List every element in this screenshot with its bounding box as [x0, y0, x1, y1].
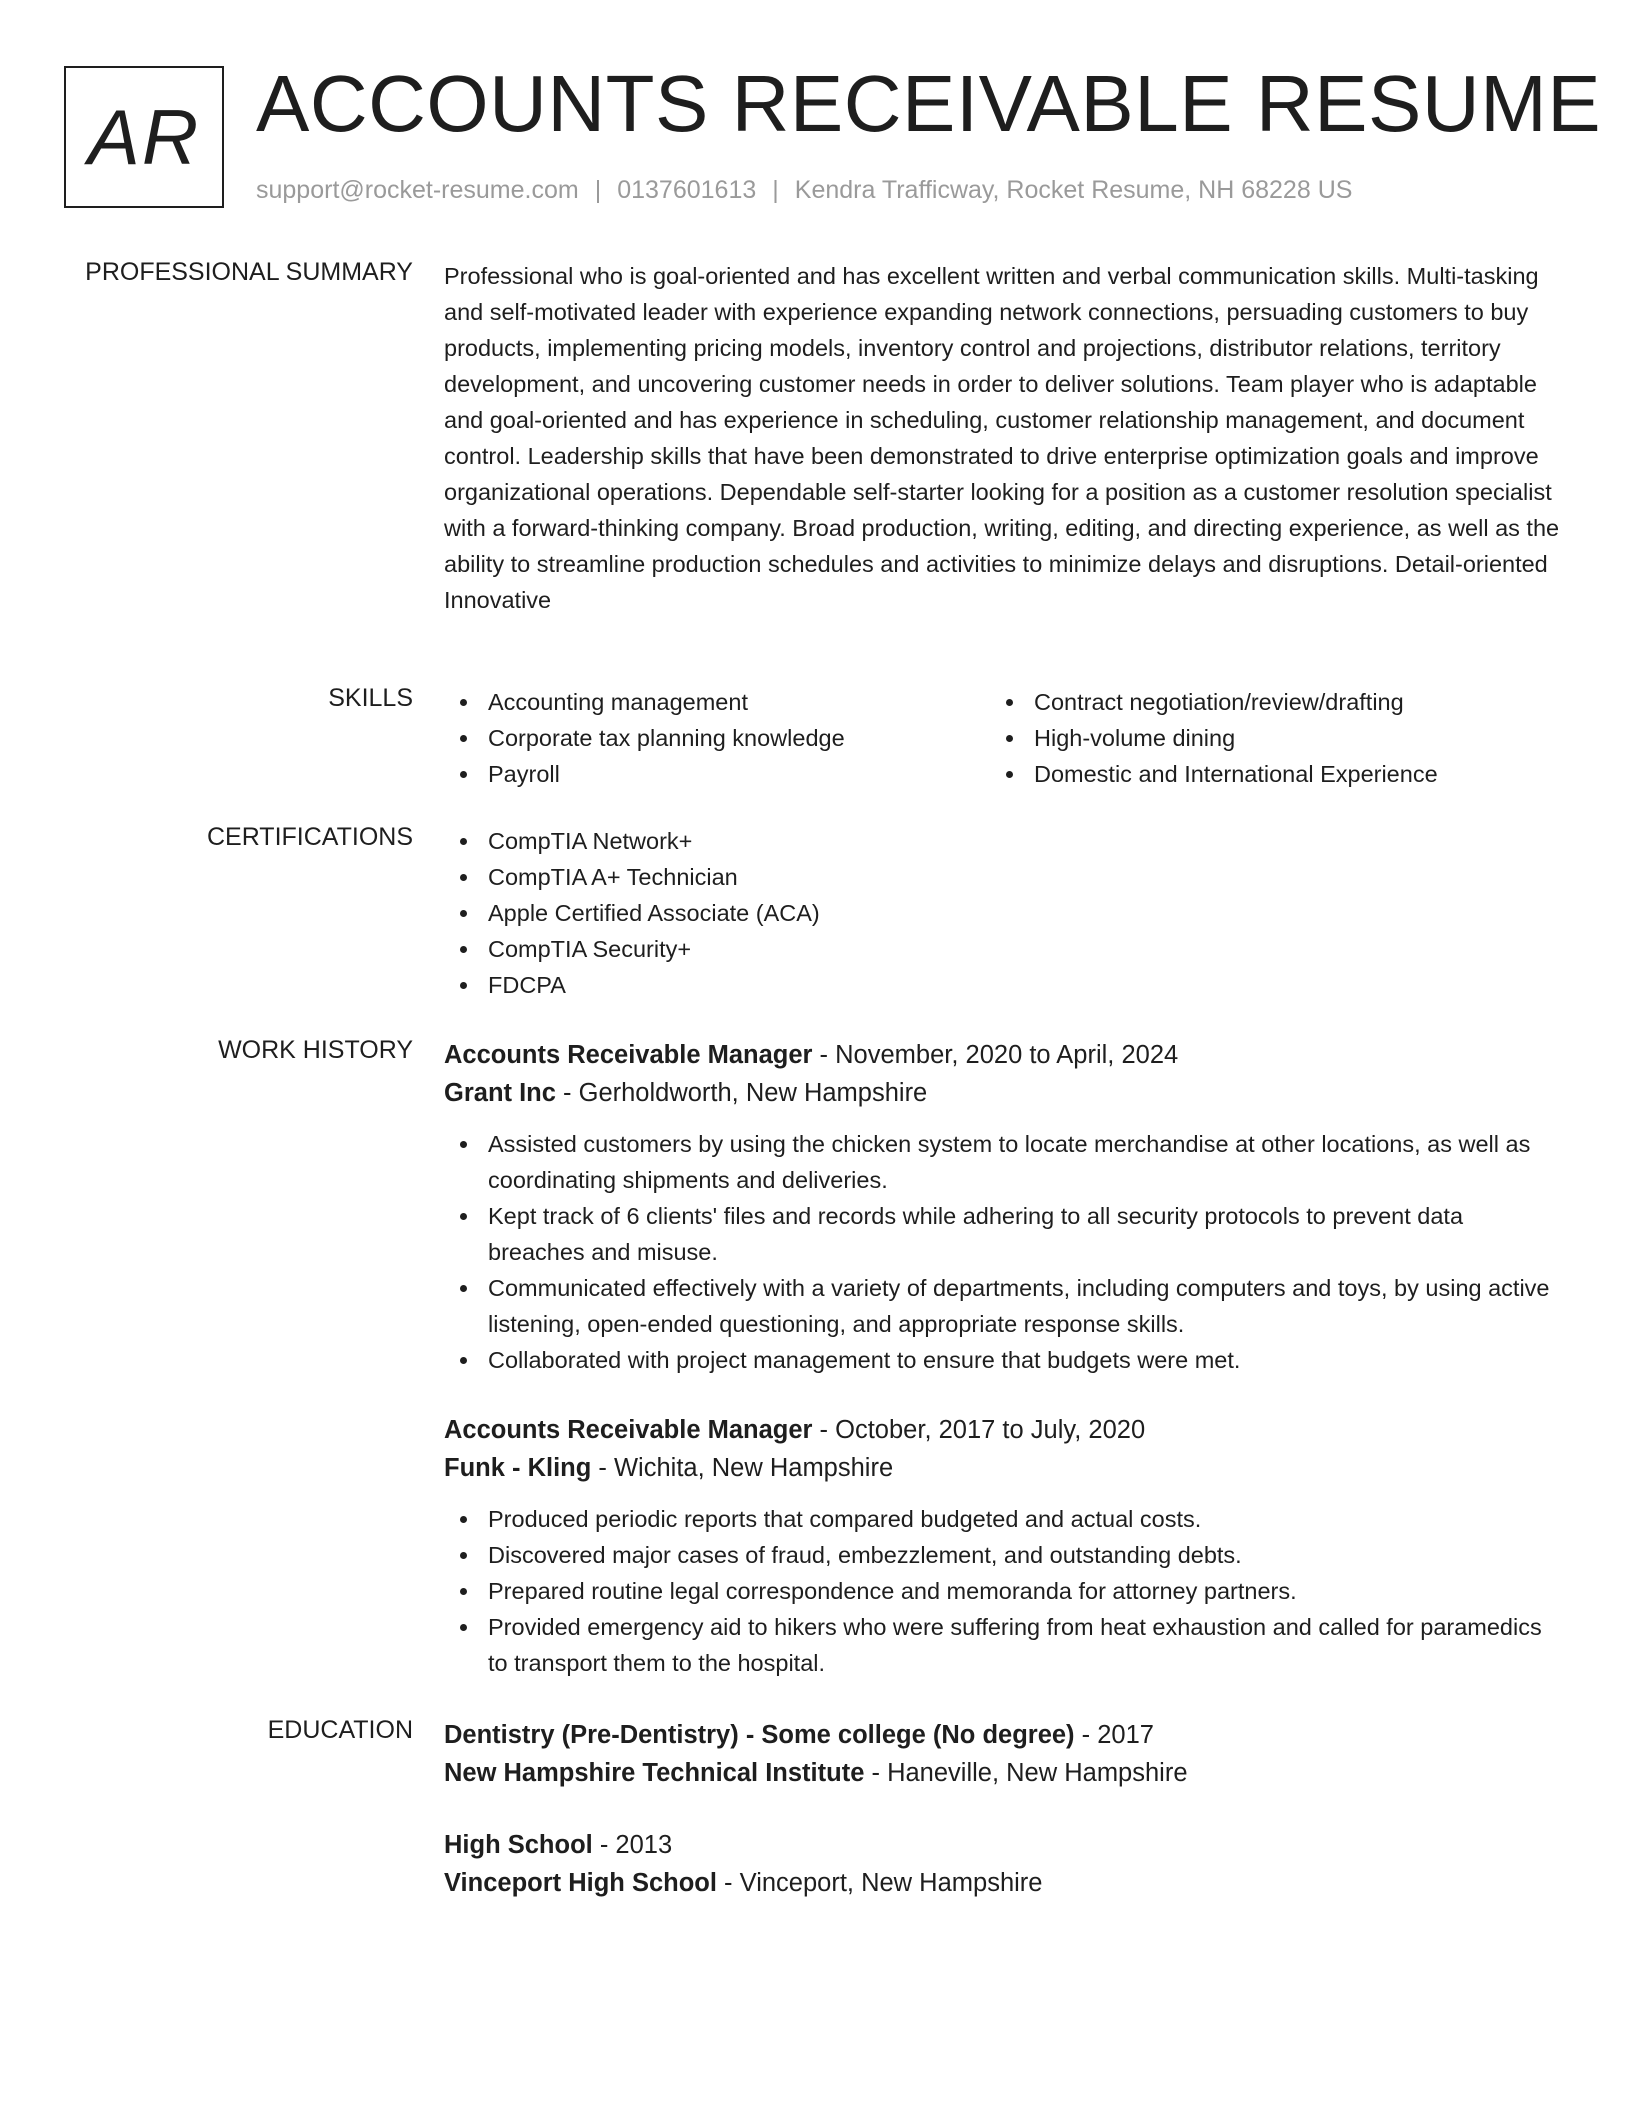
school-line: Vinceport High School - Vinceport, New Hampshire	[444, 1869, 1043, 1897]
education-entry	[444, 1826, 1564, 1902]
section-label-work-history: WORK HISTORY	[218, 1036, 413, 1064]
job-dates: November, 2020 to April, 2024	[835, 1041, 1179, 1069]
certification-item: CompTIA Network+	[444, 823, 1564, 859]
job-duty-item: Collaborated with project management to ensure that budgets were met.	[444, 1342, 1564, 1378]
skill-item: Contract negotiation/review/drafting	[990, 684, 1536, 720]
degree-year: 2013	[615, 1831, 673, 1859]
skills-list	[444, 684, 1564, 792]
degree-name: Dentistry (Pre-Dentistry) - Some college (No degree)	[444, 1721, 1075, 1749]
school-line: New Hampshire Technical Institute - Haneville, New Hampshire	[444, 1759, 1188, 1787]
skills-column-left	[444, 684, 990, 792]
section-label-education: EDUCATION	[267, 1716, 413, 1744]
section-label-summary: PROFESSIONAL SUMMARY	[85, 258, 413, 286]
school-location: Vinceport, New Hampshire	[739, 1869, 1043, 1897]
contact-line	[256, 176, 1352, 205]
contact-separator: |	[594, 176, 602, 204]
job-dates: October, 2017 to July, 2020	[835, 1416, 1146, 1444]
monogram-logo: AR	[64, 66, 224, 208]
job-duty-item: Provided emergency aid to hikers who were suffering from heat exhaustion and called for paramedics to transport them to the hospital.	[444, 1609, 1564, 1681]
contact-separator: |	[772, 176, 779, 204]
school-name: New Hampshire Technical Institute	[444, 1759, 865, 1787]
job-entry	[444, 1411, 1564, 1681]
skills-column-right	[990, 684, 1536, 792]
school-location: Haneville, New Hampshire	[887, 1759, 1188, 1787]
job-duty-item: Discovered major cases of fraud, embezzlement, and outstanding debts.	[444, 1537, 1564, 1573]
contact-email[interactable]: support@rocket-resume.com	[256, 176, 579, 204]
job-title: Accounts Receivable Manager	[444, 1416, 813, 1444]
job-company-line: Grant Inc - Gerholdworth, New Hampshire	[444, 1079, 928, 1107]
certification-item: Apple Certified Associate (ACA)	[444, 895, 1564, 931]
job-duty-item: Produced periodic reports that compared budgeted and actual costs.	[444, 1501, 1564, 1537]
job-duty-item: Prepared routine legal correspondence and memoranda for attorney partners.	[444, 1573, 1564, 1609]
summary-text: Professional who is goal-oriented and has excellent written and verbal communication skills. Multi-tasking and self-motivated leader with experience expanding network connections, persuading customers to buy products, implementing pricing models, inventory control and projections, distributor relations, territory development, and uncovering customer needs in order to deliver solutions. Team player who is adaptable and goal-oriented and has experience in scheduling, customer relationship management, and document control. Leadership skills that have been demonstrated to drive enterprise optimization goals and improve organizational operations. Dependable self-starter looking for a position as a customer resolution specialist with a forward-thinking company. Broad production, writing, editing, and directing experience, as well as the ability to streamline production schedules and activities to minimize delays and disruptions. Detail-oriented Innovative	[444, 263, 1560, 613]
job-location: Wichita, New Hampshire	[613, 1454, 894, 1482]
job-title-line: Accounts Receivable Manager - October, 2017 to July, 2020	[444, 1416, 1146, 1444]
skill-item: Domestic and International Experience	[990, 756, 1536, 792]
certifications-list	[444, 823, 1564, 1003]
school-name: Vinceport High School	[444, 1869, 717, 1897]
certification-item: CompTIA Security+	[444, 931, 1564, 967]
job-company-line: Funk - Kling - Wichita, New Hampshire	[444, 1454, 894, 1482]
skill-item: Payroll	[444, 756, 990, 792]
job-duties-list	[444, 1126, 1564, 1378]
job-duties-list	[444, 1501, 1564, 1681]
degree-line: High School - 2013	[444, 1831, 673, 1859]
job-location: Gerholdworth, New Hampshire	[578, 1079, 928, 1107]
contact-phone[interactable]: 0137601613	[617, 176, 757, 204]
certification-item: FDCPA	[444, 967, 1564, 1003]
skill-item: Corporate tax planning knowledge	[444, 720, 990, 756]
section-label-skills: SKILLS	[328, 684, 413, 712]
job-title: Accounts Receivable Manager	[444, 1041, 813, 1069]
job-duty-item: Kept track of 6 clients' files and records while adhering to all security protocols to prevent data breaches and misuse.	[444, 1198, 1564, 1270]
education-entry	[444, 1716, 1564, 1792]
job-duty-item: Assisted customers by using the chicken system to locate merchandise at other locations, as well as coordinating shipments and deliveries.	[444, 1126, 1564, 1198]
job-company: Funk - Kling	[444, 1454, 592, 1482]
resume-title: ACCOUNTS RECEIVABLE RESUME	[256, 59, 1602, 148]
certification-item: CompTIA A+ Technician	[444, 859, 1564, 895]
job-duty-item: Communicated effectively with a variety of departments, including computers and toys, by using active listening, open-ended questioning, and appropriate response skills.	[444, 1270, 1564, 1342]
degree-line: Dentistry (Pre-Dentistry) - Some college (No degree) - 2017	[444, 1721, 1154, 1749]
skill-item: High-volume dining	[990, 720, 1536, 756]
degree-year: 2017	[1097, 1721, 1154, 1749]
contact-address: Kendra Trafficway, Rocket Resume, NH 68228 US	[794, 176, 1353, 204]
degree-name: High School	[444, 1831, 593, 1859]
job-title-line: Accounts Receivable Manager - November, 2020 to April, 2024	[444, 1041, 1179, 1069]
section-label-certifications: CERTIFICATIONS	[206, 823, 413, 851]
skill-item: Accounting management	[444, 684, 990, 720]
job-entry	[444, 1036, 1564, 1378]
job-company: Grant Inc	[444, 1079, 556, 1107]
